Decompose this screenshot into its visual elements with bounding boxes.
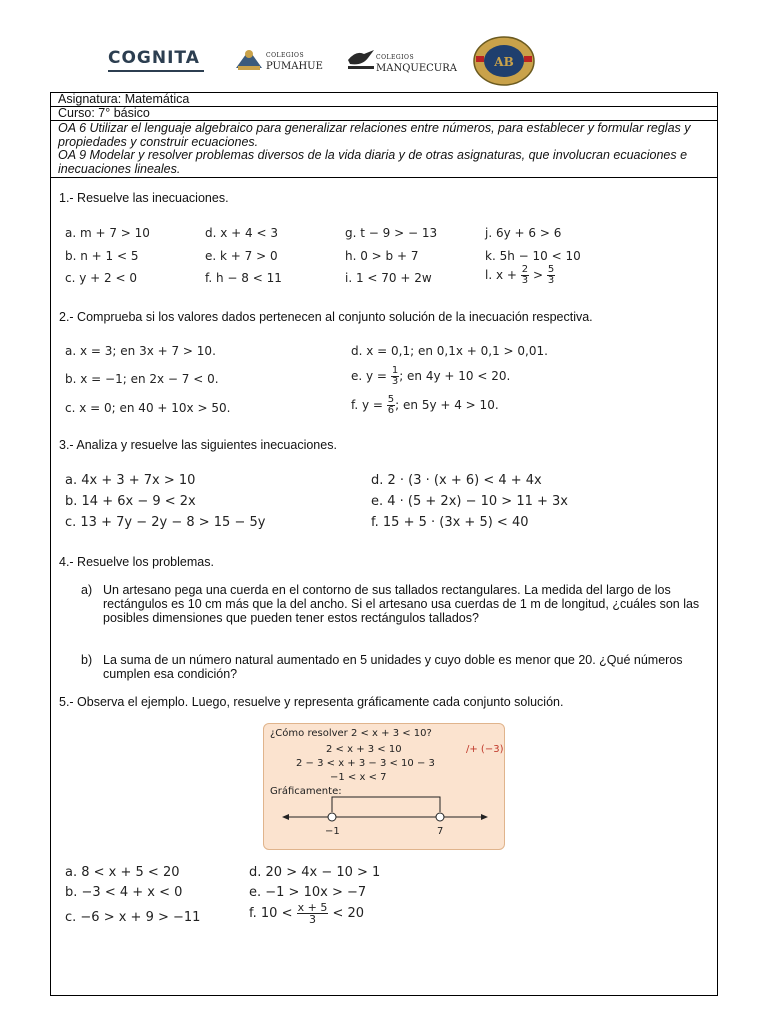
q2-item-c: c. x = 0; en 40 + 10x > 50. — [65, 401, 231, 415]
q5-item-b: b. −3 < 4 + x < 0 — [65, 885, 183, 900]
q2-e-frac — [391, 366, 399, 387]
q2-item-e — [351, 366, 510, 387]
pumahue-small: COLEGIOS — [266, 52, 305, 59]
course-row — [51, 107, 717, 121]
manquecura-name: MANQUECURA — [376, 63, 457, 74]
q2-f-prefix: f. y = — [351, 398, 383, 412]
frac-num: x + 5 — [297, 901, 328, 914]
q1-item: k. 5h − 10 < 10 — [485, 249, 581, 263]
q2-title: 2.- Comprueba si los valores dados pertenecen al conjunto solución de la inecuación respectiva. — [59, 310, 593, 324]
q1-item: c. y + 2 < 0 — [65, 271, 137, 285]
q4-b-text: La suma de un número natural aumentado en 5 unidades y cuyo doble es menor que 20. ¿Qué números cumplen esa condición? — [103, 653, 683, 681]
q5-f-prefix: f. 10 < — [249, 906, 293, 921]
solution-bracket — [332, 797, 440, 812]
q1-item: f. h − 8 < 11 — [205, 271, 282, 285]
q1-item: a. m + 7 > 10 — [65, 226, 150, 240]
q2-item-a: a. x = 3; en 3x + 7 > 10. — [65, 344, 216, 358]
example-line3: −1 < x < 7 — [330, 772, 387, 783]
example-graph-label: Gráficamente: — [270, 786, 342, 797]
objectives-row — [51, 121, 717, 178]
example-line2: 2 − 3 < x + 3 − 3 < 10 − 3 — [296, 758, 435, 769]
q4-a-label: a) — [81, 583, 93, 597]
q3-item-f: f. 15 + 5 · (3x + 5) < 40 — [371, 515, 529, 530]
pumahue-logo — [266, 50, 323, 72]
oa9-text: OA 9 Modelar y resolver problemas diversos de la vida diaria y de otras asignaturas, que involucran ecuaciones e inecuaciones lineales. — [58, 148, 688, 176]
q5-item-c: c. −6 > x + 9 > −11 — [65, 910, 201, 925]
q2-e-prefix: e. y = — [351, 369, 387, 383]
q3-item-d: d. 2 · (3 · (x + 6) < 4 + 4x — [371, 473, 542, 488]
q1-l-frac1 — [521, 265, 529, 286]
seal-letters: AB — [494, 55, 514, 69]
q2-f-frac — [387, 395, 395, 416]
manquecura-small: COLEGIOS — [376, 54, 415, 61]
q1-item-l — [485, 265, 555, 286]
q5-f-suffix: < 20 — [332, 906, 365, 921]
q1-item: d. x + 4 < 3 — [205, 226, 278, 240]
open-point-left — [328, 813, 336, 821]
q1-item: j. 6y + 6 > 6 — [485, 226, 562, 240]
tick-left: −1 — [325, 826, 340, 837]
course-text: Curso: 7° básico — [58, 106, 150, 120]
q4-problem-a — [81, 583, 713, 625]
q1-l-op: > — [532, 268, 544, 282]
frac-den: 3 — [547, 275, 555, 286]
q1-item: h. 0 > b + 7 — [345, 249, 419, 263]
q5-f-frac — [297, 902, 329, 925]
oa6-text: OA 6 Utilizar el lenguaje algebraico para generalizar relaciones entre números, para establecer y formular reglas y propiedades y construir ecuaciones. — [58, 121, 691, 149]
q2-e-suffix: ; en 4y + 10 < 20. — [399, 369, 511, 383]
frac-den: 3 — [308, 913, 316, 926]
cognita-logo — [108, 48, 200, 68]
arrow-left-icon — [282, 814, 289, 820]
school-seal-icon — [472, 36, 536, 86]
example-note: /+ (−3) — [466, 744, 504, 755]
q2-f-suffix: ; en 5y + 4 > 10. — [395, 398, 499, 412]
q3-item-c: c. 13 + 7y − 2y − 8 > 15 − 5y — [65, 515, 266, 530]
q3-title: 3.- Analiza y resuelve las siguientes inecuaciones. — [59, 438, 337, 452]
q4-problem-b — [81, 653, 713, 681]
q4-a-text: Un artesano pega una cuerda en el contorno de sus tallados rectangulares. La medida del largo de los rectángulos es 10 cm más que la del ancho. Si el artesano usa cuerdas de 1 m de longitud, ¿cuáles son las posibles dimensiones que pueden tener estos rectángulos tallados? — [103, 583, 700, 625]
q5-item-a: a. 8 < x + 5 < 20 — [65, 865, 180, 880]
q1-item: e. k + 7 > 0 — [205, 249, 278, 263]
q5-item-e: e. −1 > 10x > −7 — [249, 885, 367, 900]
q2-item-f — [351, 395, 499, 416]
frac-den: 3 — [391, 376, 399, 387]
logo-bar — [0, 36, 768, 86]
q2-item-b: b. x = −1; en 2x − 7 < 0. — [65, 372, 219, 386]
frac-num: 2 — [521, 264, 529, 275]
q5-title: 5.- Observa el ejemplo. Luego, resuelve y representa gráficamente cada conjunto solución. — [59, 695, 564, 709]
q4-title: 4.- Resuelve los problemas. — [59, 555, 214, 569]
example-line1: 2 < x + 3 < 10 — [326, 744, 402, 755]
q3-item-e: e. 4 · (5 + 2x) − 10 > 11 + 3x — [371, 494, 568, 509]
frac-den: 3 — [521, 275, 529, 286]
q5-item-d: d. 20 > 4x − 10 > 1 — [249, 865, 381, 880]
q1-title: 1.- Resuelve las inecuaciones. — [59, 191, 229, 205]
pumahue-emblem-icon — [234, 44, 264, 72]
pumahue-name: PUMAHUE — [266, 61, 323, 72]
q3-item-b: b. 14 + 6x − 9 < 2x — [65, 494, 196, 509]
example-box — [263, 723, 505, 850]
q1-l-frac2 — [547, 265, 555, 286]
manquecura-condor-icon — [346, 46, 376, 72]
subject-text: Asignatura: Matemática — [58, 92, 190, 106]
subject-row — [51, 93, 717, 107]
q5-item-f — [249, 902, 364, 925]
open-point-right — [436, 813, 444, 821]
q4-b-label: b) — [81, 653, 93, 667]
cognita-logo-text: COGNITA — [108, 48, 200, 68]
arrow-right-icon — [481, 814, 488, 820]
q3-item-a: a. 4x + 3 + 7x > 10 — [65, 473, 196, 488]
tick-right: 7 — [437, 826, 444, 837]
frac-num: 1 — [391, 365, 399, 376]
frac-num: 5 — [387, 394, 395, 405]
worksheet-frame — [50, 92, 718, 996]
q1-item: g. t − 9 > − 13 — [345, 226, 438, 240]
q1-l-prefix: l. x + — [485, 268, 517, 282]
frac-den: 6 — [387, 405, 395, 416]
manquecura-logo — [376, 52, 457, 74]
frac-num: 5 — [547, 264, 555, 275]
q1-item: b. n + 1 < 5 — [65, 249, 139, 263]
q2-item-d: d. x = 0,1; en 0,1x + 0,1 > 0,01. — [351, 344, 548, 358]
example-question: ¿Cómo resolver 2 < x + 3 < 10? — [270, 728, 432, 739]
number-line — [264, 724, 504, 849]
q1-item: i. 1 < 70 + 2w — [345, 271, 432, 285]
